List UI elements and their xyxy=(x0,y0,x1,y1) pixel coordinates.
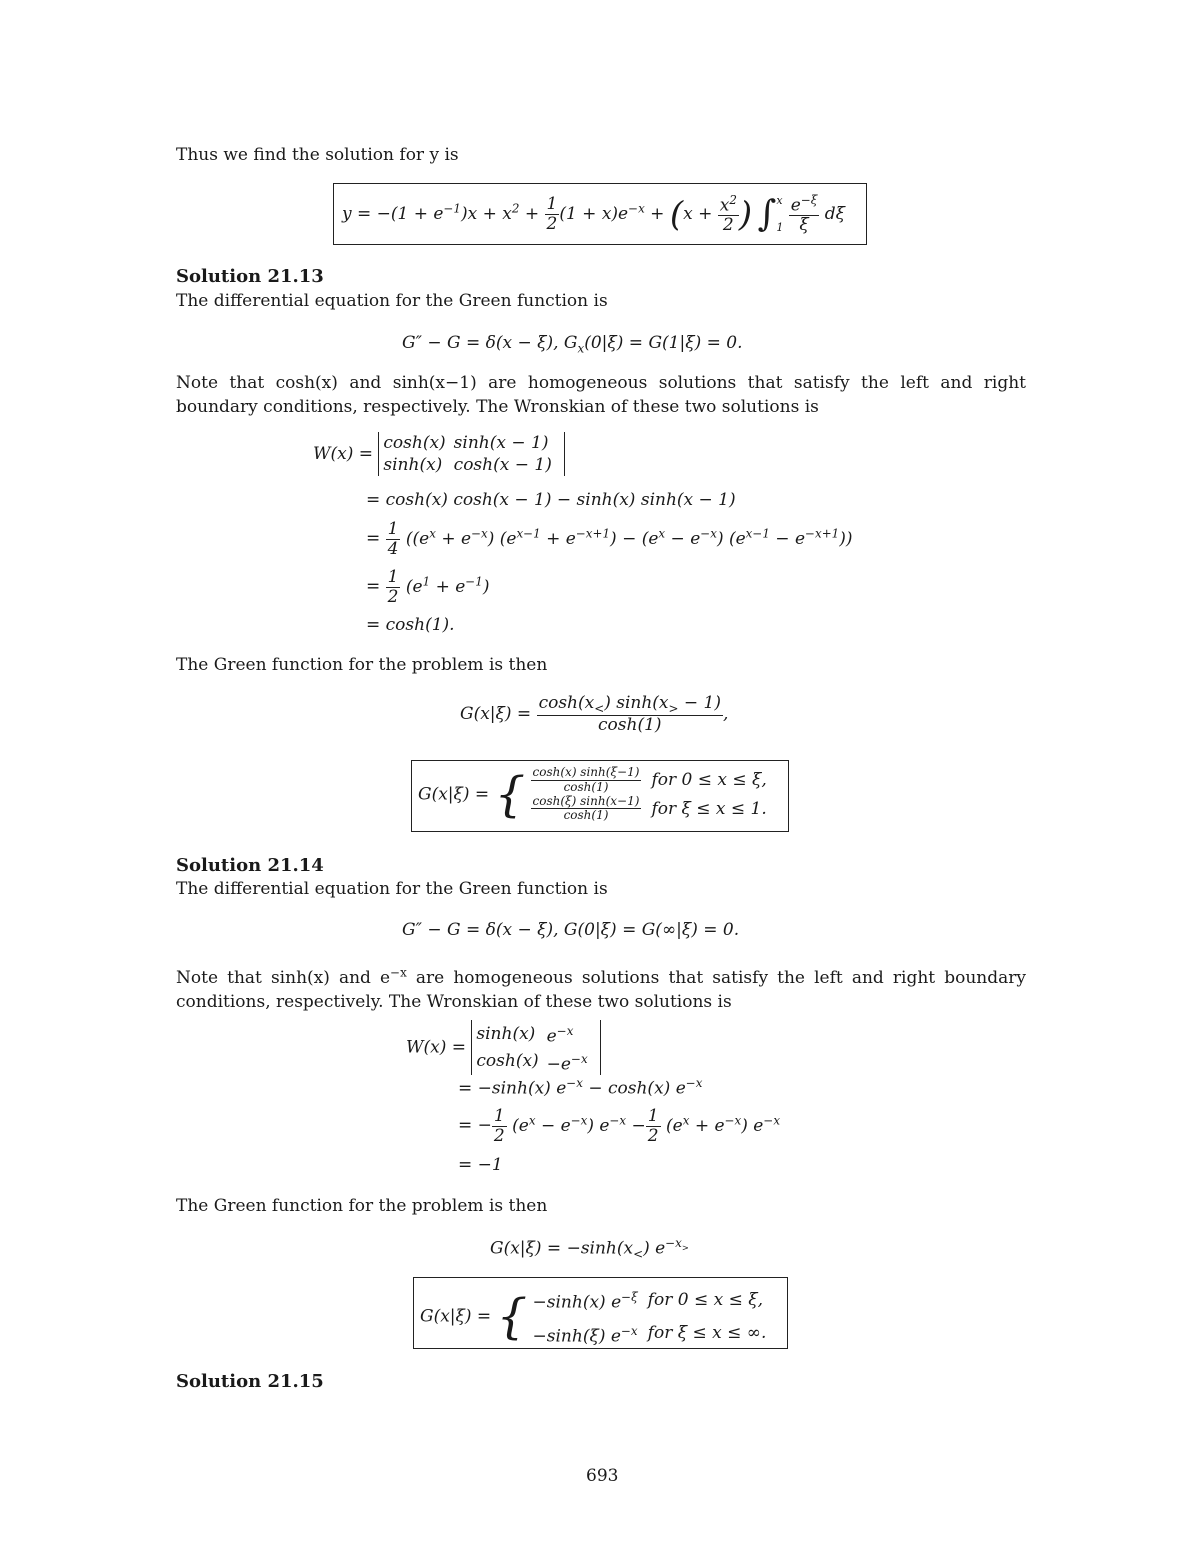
s13-green-function: G(x|ξ) = $\frac{\cosh(x_<) \sinh(x_> - 1)}{\cosh(1)}$ , xyxy=(460,693,729,736)
s14-note-paragraph: Note that sinh(x) and $e^{-x}$ are homogeneous solutions that satisfy the left and right boundary conditions, respectively. The Wronskian of these two solutions is xyxy=(176,965,1026,1012)
solution-21-13-heading: Solution 21.13 xyxy=(176,266,324,287)
s13-wronskian-line4: = $\frac{1}{2}$ $(e^1 + e^{-1})$ xyxy=(366,567,490,607)
s13-boxed-cases: G(x|ξ) = { $\frac{\cosh(x) \sinh(\xi-1)}{\cosh(1)}$ for 0 ≤ x ≤ ξ, $\frac{\cosh(\xi) \sinh(x-1)}{\cosh(1)}$ for ξ ≤ x ≤ 1. xyxy=(418,765,767,823)
s14-wronskian-line2: = −sinh(x) $e^{-x} - \cosh(x)$ $e^{-x}$ xyxy=(458,1076,703,1099)
s14-green-function: $G(x|\xi) = -\sinh(x_<)$ $e^{-x_>}$ xyxy=(490,1236,689,1262)
intro-text: Thus we find the solution for y is xyxy=(176,145,459,165)
s14-wronskian-line4: = −1 xyxy=(458,1155,503,1175)
s14-green-intro: The Green function for the problem is then xyxy=(176,1196,548,1216)
boxed-solution-y xyxy=(333,183,867,245)
page-number: 693 xyxy=(586,1466,619,1486)
s14-green-eq: G″ − G = δ(x − ξ), G(0|ξ) = G(∞|ξ) = 0. xyxy=(402,920,740,940)
boxed-green-s14 xyxy=(413,1277,788,1349)
solution-y-equation: $y = -(1 + e^{-1})x + x^2$ + $\frac{1}{2}$ $(1 + x)e^{-x} + (x$ + $\frac{x^2}{2}$ ) ∫ x 1 $\frac{e^{-\xi}}{\xi}$ dξ xyxy=(342,193,845,236)
boxed-green-s13 xyxy=(411,760,789,832)
s13-note-paragraph: Note that cosh(x) and sinh(x−1) are homogeneous solutions that satisfy the left and right boundary conditions, respectively. The Wronskian of these two solutions is xyxy=(176,373,1026,417)
s13-wronskian-matrix: W(x) = cosh(x) sinh(x − 1) sinh(x) cosh(x − 1) xyxy=(313,432,565,476)
s13-wronskian-line5: = cosh(1). xyxy=(366,615,455,635)
s13-wronskian-line2: = cosh(x) cosh(x − 1) − sinh(x) sinh(x − 1) xyxy=(366,490,736,510)
solution-21-14-heading: Solution 21.14 xyxy=(176,855,324,876)
s13-wronskian-line3: = $\frac{1}{4}$ $((e^x + e^{-x}) (e^{x-1} + e^{-x+1}) - (e^x - e^{-x}) (e^{x-1} - e^{-x+1}))$ xyxy=(366,519,853,559)
s14-boxed-cases: G(x|ξ) = { −sinh(x) $e^{-\xi}$ for 0 ≤ x ≤ ξ, −sinh(ξ) $e^{-x}$ for ξ ≤ x ≤ ∞. xyxy=(420,1288,767,1347)
s13-green-intro: The Green function for the problem is then xyxy=(176,655,548,675)
s14-intro-line: The differential equation for the Green function is xyxy=(176,879,608,899)
s14-wronskian-line3: = − $\frac{1}{2}$ $(e^x - e^{-x}) e^{-x}$ − $\frac{1}{2}$ $(e^x + e^{-x})$ $e^{-x}$ xyxy=(458,1106,781,1146)
s13-intro-line: The differential equation for the Green function is xyxy=(176,291,608,311)
solution-21-15-heading: Solution 21.15 xyxy=(176,1371,324,1392)
s14-wronskian-matrix: W(x) = sinh(x) $e^{-x}$ cosh(x) $-e^{-x}$ xyxy=(406,1020,601,1075)
s13-green-eq: G″ − G = δ(x − ξ), $G_x(0|\xi) = G(1|\xi) = 0$. xyxy=(402,333,743,356)
